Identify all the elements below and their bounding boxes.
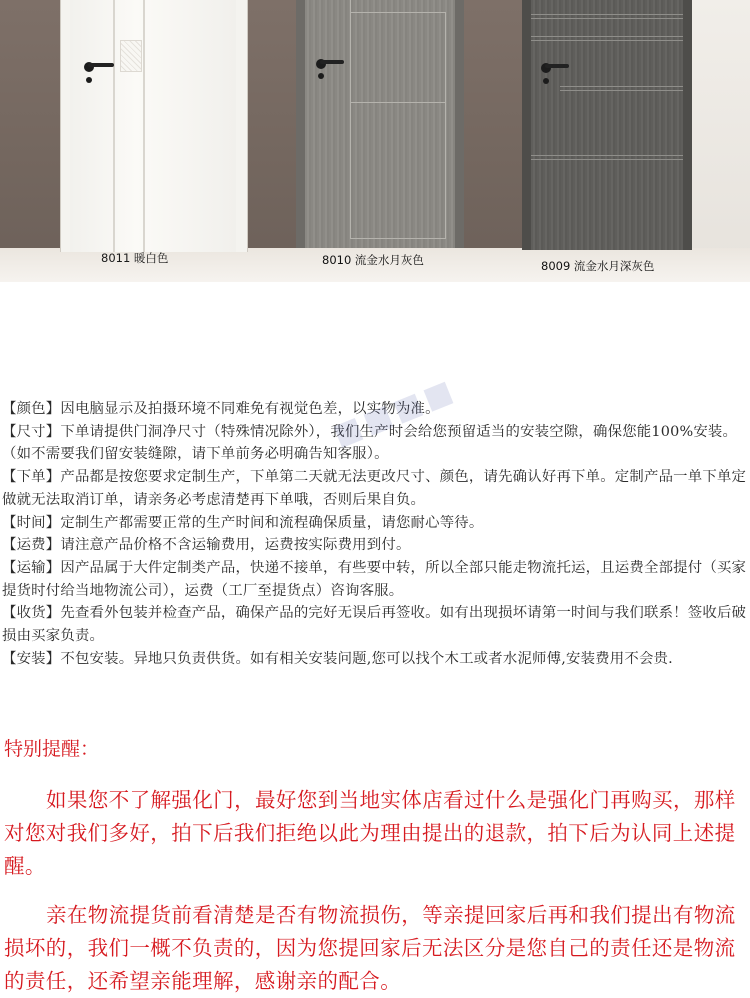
door-label: 8010 流金水月灰色 — [322, 253, 424, 267]
door-groove — [531, 18, 683, 19]
door-groove — [143, 0, 145, 252]
door-showcase — [0, 0, 750, 282]
door-groove — [113, 0, 115, 252]
note-order: 【下单】产品都是按您要求定制生产，下单第二天就无法更改尺寸、颜色，请先确认好再下单。定制产品一单下单定做就无法取消订单，请亲务必考虑清楚再下单哦，否则后果自负。 — [2, 469, 747, 508]
note-installation: 【安装】不包安装。异地只负责供货。如有相关安装问题,您可以找个木工或者水泥师傅,安装费用不会贵. — [2, 650, 673, 667]
door-groove — [531, 14, 683, 15]
keyhole — [543, 78, 549, 84]
door-groove — [531, 40, 683, 41]
door-groove — [560, 86, 683, 87]
note-receiving: 【收货】先查看外包装并检查产品，确保产品的完好无误后再签收。如有出现损坏请第一时间与我们联系！签收后破损由买家负责。 — [2, 605, 747, 645]
door-panel — [305, 0, 455, 248]
door-label: 8011 暖白色 — [101, 251, 169, 265]
note-time: 【时间】定制生产都需要正常的生产时间和流程确保质量，请您耐心等待。 — [2, 514, 484, 531]
door-handle — [320, 60, 344, 64]
door-groove — [445, 12, 446, 238]
reminder-paragraph: 如果您不了解强化门，最好您到当地实体店看过什么是强化门再购买，那样对您对我们多好，拍下后我们拒绝以此为理由提出的退款，拍下后为认同上述提醒。 — [4, 788, 736, 878]
door-groove — [531, 36, 683, 37]
special-reminder — [4, 736, 746, 998]
door-handle — [545, 64, 569, 68]
reminder-paragraph: 亲在物流提货前看清楚是否有物流损伤，等亲提回家后再和我们提出有物流损坏的，我们一概不负责的，因为您提回家后无法区分是您自己的责任还是物流的责任，还希望亲能理解，感谢亲的配合。 — [4, 903, 736, 993]
note-size: 【尺寸】下单请提供门洞净尺寸（特殊情况除外），我们生产时会给您预留适当的安装空隙，确保您能100%安装。（如不需要我们留安装缝隙，请下单前务必明确告知客服）。 — [2, 423, 738, 463]
door-groove — [560, 90, 683, 91]
purchase-notes — [2, 398, 748, 670]
watermark: ■■■■ — [328, 372, 462, 453]
door-groove — [531, 159, 683, 160]
door-groove — [350, 102, 446, 103]
door-groove — [350, 238, 446, 239]
note-color: 【颜色】因电脑显示及拍摄环境不同难免有视觉色差，以实物为准。 — [2, 401, 440, 417]
note-freight: 【运费】请注意产品价格不含运输费用，运费按实际费用到付。 — [2, 537, 411, 554]
reminder-title: 特别提醒： — [4, 738, 100, 760]
door-panel — [70, 0, 236, 252]
keyhole — [318, 73, 324, 79]
door-groove — [531, 155, 683, 156]
keyhole — [86, 77, 92, 83]
door-handle — [88, 63, 114, 67]
door-label: 8009 流金水月深灰色 — [541, 259, 655, 273]
door-groove — [350, 12, 446, 13]
door-groove — [350, 0, 351, 238]
door-glass-pattern — [120, 40, 142, 72]
note-shipping: 【运输】因产品属于大件定制类产品，快递不接单，有些要中转，所以全部只能走物流托运，且运费全部提付（买家提货时付给当地物流公司），运费（工厂至提货点）咨询客服。 — [2, 559, 747, 599]
door-panel — [531, 0, 683, 250]
